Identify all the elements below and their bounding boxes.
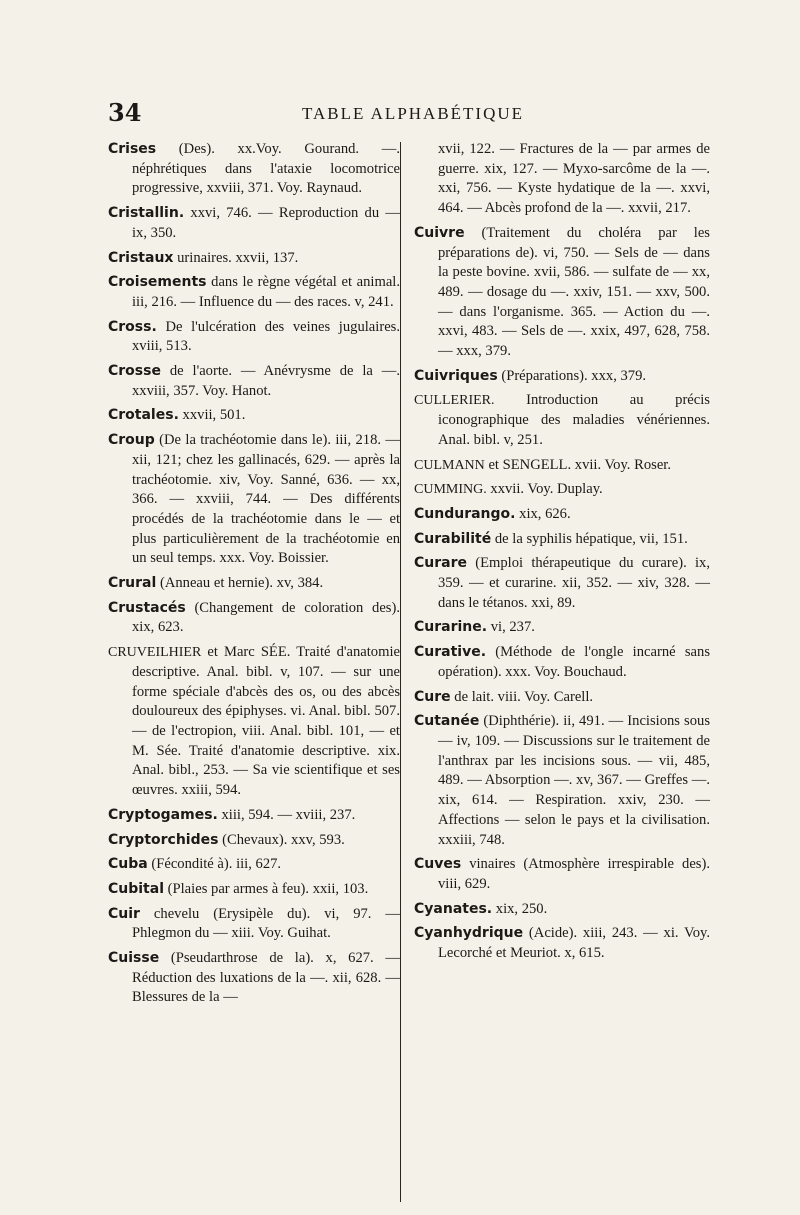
- index-entry: [108, 880, 400, 900]
- entry-text: xiii, 594. — xviii, 237.: [221, 806, 356, 823]
- index-entry: [108, 362, 400, 401]
- entry-text: (De la trachéotomie dans le). iii, 218. — xii, 121; chez les gallinacés, 629. — après la trachéotomie. xiv, Voy. Sanné, 636. — xx, 366. — xxviii, 744. — Des différents procédés de la trachéotomie dans le — et plus particulièrement de la trachéotomie en un seul temps. xxx. Voy. Boissier.: [132, 432, 400, 567]
- entry-text: et Marc SÉE. Traité d'anatomie descriptive. Anal. bibl. v, 107. — sur une forme spéciale d'abcès des os, ou des abcès douloureux des épiphyses. vi. Anal. bibl. 507. — de l'ectropion, viii. Anal. bibl. 101, — et M. Sée. Traité d'anatomie descriptive. xix. Anal. bibl., 253. — Sa vie scientifique et ses œuvres. xxiii, 594.: [132, 644, 400, 799]
- entry-text: xxvii, 501.: [182, 407, 246, 424]
- entry-heading: Curative.: [414, 644, 487, 661]
- entry-heading: Cryptorchides: [108, 831, 219, 848]
- entry-text: (Fécondité à). iii, 627.: [151, 856, 282, 873]
- entry-text: chevelu (Erysipèle du). vi, 97. — Phlegmon du — xiii. Voy. Guihat.: [132, 905, 401, 942]
- entry-heading: Cuisse: [108, 950, 160, 967]
- index-entry: [108, 905, 400, 944]
- entry-text: vinaires (Atmosphère irrespirable des). viii, 629.: [438, 856, 710, 892]
- index-entry: [108, 949, 400, 1008]
- index-entry: [108, 855, 400, 875]
- index-entry: [414, 530, 710, 550]
- entry-text: et SENGELL. xvii. Voy. Roser.: [488, 456, 671, 473]
- entry-text: (Préparations). xxx, 379.: [501, 367, 647, 384]
- index-entry: [414, 367, 710, 387]
- entry-text: (Traitement du choléra par les préparations de). vi, 750. — Sels de — dans la peste bovine. xvii, 586. — sulfate de — xx, 489. — dosage du —. xxiv, 151. — xxv, 500. — dans l'organisme. 365. — Action du —. xxvi, 483. — Sels de —. xxix, 497, 628, 758. — xxx, 379.: [438, 224, 710, 360]
- entry-text: Introduction au précis iconographique des maladies vénériennes. Anal. bibl. v, 251.: [438, 392, 710, 448]
- index-entry: [108, 599, 400, 638]
- entry-heading: Cuivre: [414, 224, 465, 241]
- entry-text: xix, 626.: [519, 505, 571, 522]
- entry-heading: Curarine.: [414, 619, 488, 636]
- entry-text: de lait. viii. Voy. Carell.: [454, 688, 594, 705]
- entry-heading: Curabilité: [414, 530, 492, 547]
- index-entry: [414, 456, 710, 476]
- entry-heading: Cuivriques: [414, 367, 498, 384]
- entry-text: (Emploi thérapeutique du curare). ix, 359. — et curarine. xii, 352. — xiv, 328. — dans le tétanos. xxi, 89.: [438, 555, 710, 611]
- left-column: [108, 140, 400, 1013]
- entry-heading: CULMANN: [414, 457, 485, 473]
- index-entry: [108, 831, 400, 851]
- entry-heading: CUMMING.: [414, 482, 487, 498]
- entry-text: xix, 250.: [495, 900, 548, 917]
- index-entry: [108, 273, 400, 312]
- column-divider: [400, 142, 401, 1202]
- entry-text: xvii, 122. — Fractures de la — par armes de guerre. xix, 127. — Myxo-sarcôme de la —. xxi, 756. — Kyste hydatique de la —. xxvi, 464. — Abcès profond de la —. xxvii, 217.: [438, 141, 710, 217]
- entry-text: de l'aorte. — Anévrysme de la —. xxviii, 357. Voy. Hanot.: [132, 363, 401, 399]
- index-entry: [108, 643, 400, 801]
- index-entry: [108, 406, 400, 426]
- entry-text: (Changement de coloration des). xix, 623.: [132, 599, 400, 636]
- index-entry: [108, 318, 400, 357]
- page-header: [108, 98, 718, 132]
- index-entry: [414, 855, 710, 894]
- entry-heading: Cure: [414, 688, 451, 705]
- entry-heading: CULLERIER.: [414, 393, 495, 409]
- entry-heading: Croup: [108, 432, 155, 449]
- entry-heading: Cyanhydrique: [414, 925, 524, 942]
- entry-text: (Plaies par armes à feu). xxii, 103.: [167, 880, 369, 897]
- entry-text: de la syphilis hépatique, vii, 151.: [494, 530, 688, 547]
- index-entry: [414, 480, 710, 500]
- index-entry: [414, 224, 710, 362]
- entry-heading: Crotales.: [108, 407, 179, 424]
- index-entry: [414, 643, 710, 682]
- entry-heading: Cyanates.: [414, 900, 493, 917]
- index-entry: [108, 249, 400, 269]
- index-entry: [414, 391, 710, 450]
- entry-heading: Cristaux: [108, 249, 174, 266]
- page-number: 34: [108, 98, 142, 127]
- index-entry: [414, 924, 710, 963]
- index-entry: [414, 712, 710, 850]
- entry-heading: Cryptogames.: [108, 806, 218, 823]
- entry-text: urinaires. xxvii, 137.: [177, 249, 299, 266]
- entry-heading: Cristallin.: [108, 205, 185, 222]
- entry-heading: Crural: [108, 575, 157, 592]
- index-entry: [108, 204, 400, 243]
- right-column: [414, 140, 710, 969]
- entry-heading: Cross.: [108, 318, 157, 335]
- running-title: TABLE ALPHABÉTIQUE: [301, 104, 525, 123]
- entry-text: xxvii. Voy. Duplay.: [490, 481, 603, 498]
- entry-heading: Cubital: [108, 880, 164, 897]
- entry-text: (Diphthérie). ii, 491. — Incisions sous — iv, 109. — Discussions sur le traitement de l'anthrax par les incisions sous. — vii, 485, 489. — Absorption —. xv, 367. — Greffes —. xix, 614. — Respiration. xxiv, 230. — Affections — selon le pays et la civilisation. xxxiii, 748.: [438, 713, 710, 848]
- entry-heading: Croisements: [108, 274, 207, 291]
- index-entry: [108, 140, 400, 199]
- entry-text: De l'ulcération des veines jugulaires. xviii, 513.: [132, 318, 400, 355]
- entry-heading: Cundurango.: [414, 505, 516, 522]
- entry-heading: CRUVEILHIER: [108, 645, 202, 661]
- entry-heading: Cuves: [414, 856, 462, 873]
- index-entry: [414, 554, 710, 613]
- entry-heading: Cutanée: [414, 713, 480, 730]
- entry-heading: Crosse: [108, 363, 161, 380]
- entry-text: (Anneau et hernie). xv, 384.: [159, 575, 324, 592]
- entry-text: (Acide). xiii, 243. — xi. Voy. Lecorché et Meuriot. x, 615.: [438, 925, 710, 962]
- entry-text: xxvi, 746. — Reproduction du — ix, 350.: [132, 205, 400, 241]
- entry-heading: Crustacés: [108, 599, 186, 616]
- index-entry: [108, 806, 400, 826]
- entry-text: (Des). xx.Voy. Gourand. —. néphrétiques dans l'ataxie locomotrice progressive, xxviii, 371. Voy. Raynaud.: [132, 141, 400, 197]
- index-entry: [108, 574, 400, 594]
- entry-text: vi, 237.: [490, 619, 535, 636]
- entry-text: (Pseudarthrose de la). x, 627. — Réduction des luxations de la —. xii, 628. — Blessures de la —: [132, 950, 400, 1006]
- entry-text: dans le règne végétal et animal. iii, 216. — Influence du — des races. v, 241.: [132, 274, 400, 310]
- index-entry: [414, 140, 710, 219]
- entry-text: (Chevaux). xxv, 593.: [222, 831, 345, 848]
- entry-heading: Crises: [108, 141, 157, 157]
- index-entry: [414, 618, 710, 638]
- entry-text: (Méthode de l'ongle incarné sans opération). xxx. Voy. Bouchaud.: [438, 644, 710, 680]
- entry-heading: Curare: [414, 555, 467, 572]
- index-entry: [414, 505, 710, 525]
- index-entry: [414, 688, 710, 708]
- entry-heading: Cuir: [108, 905, 140, 922]
- index-entry: [414, 900, 710, 920]
- entry-heading: Cuba: [108, 856, 148, 873]
- index-entry: [108, 431, 400, 569]
